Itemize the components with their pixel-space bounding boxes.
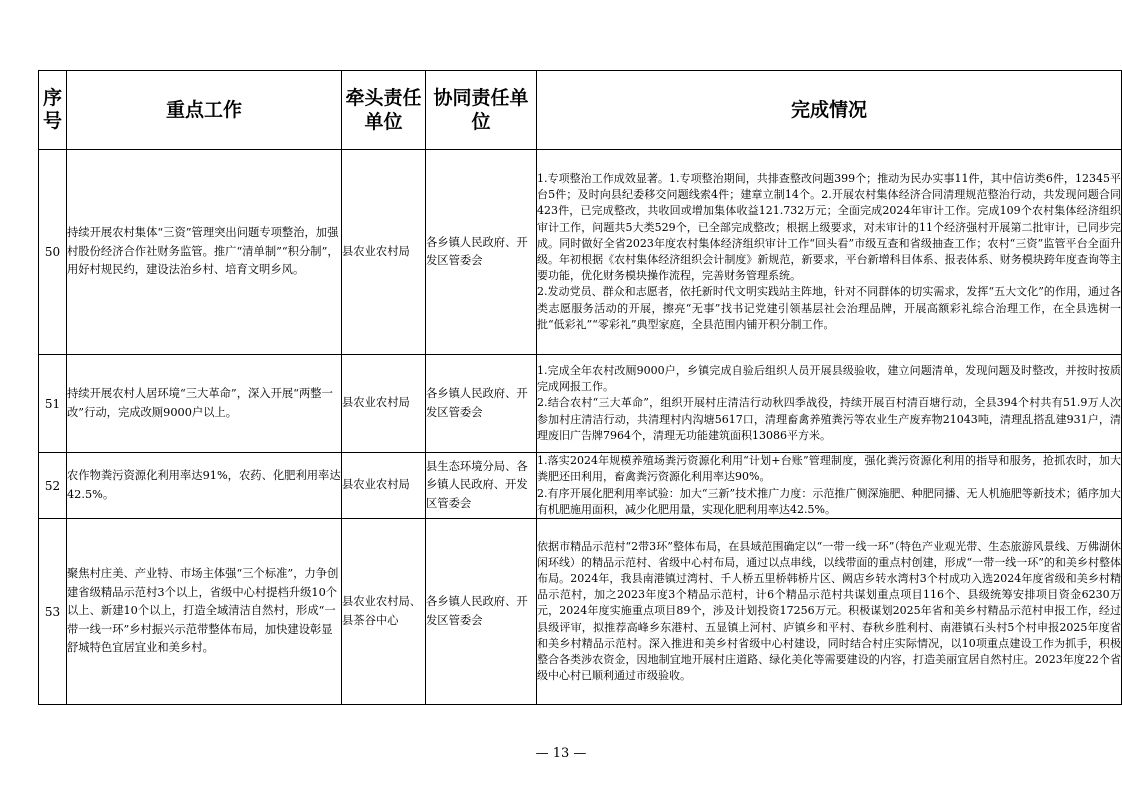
assist-unit-cell: 各乡镇人民政府、开发区管委会	[426, 355, 537, 453]
work-progress-table	[38, 70, 1122, 705]
page-number: — 13 —	[535, 746, 587, 761]
header-completion: 完成情况	[537, 71, 1122, 150]
key-work-cell: 农作物粪污资源化利用率达91%，农药、化肥利用率达42.5%。	[67, 453, 342, 519]
completion-paragraph: 依据市精品示范村“2带3环”整体布局，在县域范围确定以“一带一线一环”（特色产业观光带、生态旅游风景线、万佛湖休闲环线）的精品示范村、省级中心村布局，通过以点串线，以线带面的重点村创建，形成“一带一线一环”的和美乡村整体布局。2024年，我县南港镇过湾村、千人桥五里桥韩桥片区、阙店乡转水湾村3个村成功入选2024年度省级和美乡村精品示范村，加之2023年度3个精品示范村，计6个精品示范村共谋划重点项目116个、县级统筹安排项目资金6230万元，2024年度实施重点项目89个，涉及计划投资17256万元。积极谋划2025年省和美乡村精品示范村申报工作，经过县级评审，拟推荐高峰乡东港村、五显镇上河村、庐镇乡和平村、春秋乡胜利村、南港镇石头村5个村申报2025年度省和美乡村精品示范村。深入推进和美乡村省级中心村建设，同时结合村庄实际情况，以10项重点建设工作为抓手，积极整合各类涉农资金，因地制宜地开展村庄道路、绿化美化等需要建设的内容，打造美丽宜居自然村庄。2023年度22个省级中心村已顺利通过市级验收。	[537, 539, 1121, 683]
key-work-cell: 持续开展农村人居环境“三大革命”，深入开展“两整一改”行动，完成改厕9000户以上。	[67, 355, 342, 453]
row-number: 51	[39, 355, 67, 453]
key-work-cell: 持续开展农村集体“三资”管理突出问题专项整治，加强村股份经济合作社财务监管。推广“清单制”“积分制”，用好村规民约，建设法治乡村、培育文明乡风。	[67, 150, 342, 355]
table-row	[39, 150, 1122, 355]
table-row	[39, 355, 1122, 453]
table-header-row	[39, 71, 1122, 150]
header-lead-unit: 牵头责任单位	[342, 71, 426, 150]
lead-unit-cell: 县农业农村局、县茶谷中心	[342, 519, 426, 705]
key-work-cell: 聚焦村庄美、产业特、市场主体强“三个标准”，力争创建省级精品示范村3个以上，省级中心村提档升级10个以上、新建10个以上，打造全域清洁自然村，形成“一带一线一环”乡村振兴示范带整体布局，加快建设彰显舒城特色宜居宜业和美乡村。	[67, 519, 342, 705]
completion-paragraph: 2.结合农村“三大革命”，组织开展村庄清洁行动秋四季战役，持续开展百村清百塘行动，全县394个村共有51.9万人次参加村庄清洁行动，共清理村内沟塘5617口，清理畜禽养殖粪污等农业生产废弃物21043吨，清理乱搭乱建931户，清理废旧广告牌7964个，清理无功能建筑面积13086平方米。	[537, 396, 1121, 442]
completion-paragraph: 1.专项整治工作成效显著。1.专项整治期间，共排查整改问题399个；推动为民办实事11件，其中信访类6件，12345平台5件；及时向县纪委移交问题线索4件；建章立制14个。2.开展农村集体经济合同清理规范整治行动，共发现问题合同423件，已完成整改，共收回或增加集体收益121.732万元；全面完成2024年审计工作。完成109个农村集体经济组织审计工作，问题共5大类529个，已全部完成整改；根据上级要求，对未审计的11个经济强村开展第二批审计，已同步完成。同时做好全省2023年度农村集体经济组织审计工作“回头看”市级互查和省级抽查工作；农村“三资”监管平台全面升级。年初根据《农村集体经济组织会计制度》新规范，新要求，平台新增科目体系、报表体系、财务模块跨年度查询等主要功能，优化财务模块操作流程，完善财务管理系统。	[537, 171, 1121, 283]
lead-unit-cell: 县农业农村局	[342, 150, 426, 355]
completion-cell	[537, 355, 1122, 453]
row-number: 52	[39, 453, 67, 519]
completion-cell	[537, 150, 1122, 355]
header-seq: 序号	[39, 71, 67, 150]
row-number: 53	[39, 519, 67, 705]
table-row	[39, 519, 1122, 705]
row-number: 50	[39, 150, 67, 355]
completion-cell	[537, 519, 1122, 705]
header-work: 重点工作	[67, 71, 342, 150]
completion-paragraph: 1.完成全年农村改厕9000户，乡镇完成自验后组织人员开展县级验收，建立问题清单，发现问题及时整改，并按时按质完成网报工作。	[537, 363, 1121, 394]
lead-unit-cell: 县农业农村局	[342, 355, 426, 453]
header-assist-unit: 协同责任单位	[426, 71, 537, 150]
completion-paragraph: 1.落实2024年规模养殖场粪污资源化利用“计划+台账”管理制度，强化粪污资源化利用的指导和服务，抢抓农时，加大粪肥还田利用，畜禽粪污资源化利用率达90%。	[537, 454, 1121, 484]
completion-paragraph: 2.发动党员、群众和志愿者，依托新时代文明实践站主阵地，针对不同群体的切实需求，发挥“五大文化”的作用，通过各类志愿服务活动的开展，擦亮“无事”找书记党建引领基层社会治理品牌，开展高额彩礼综合治理工作，在全县选树一批“低彩礼”“零彩礼”典型家庭，全县范围内铺开积分制工作。	[537, 285, 1121, 331]
lead-unit-cell: 县农业农村局	[342, 453, 426, 519]
completion-paragraph: 2.有序开展化肥利用率试验：加大“三新”技术推广力度：示范推广侧深施肥、种肥同播、无人机施肥等新技术；循序加大有机肥施用面积，减少化肥用量，实现化肥利用率达42.5%。	[537, 486, 1121, 516]
assist-unit-cell: 各乡镇人民政府、开发区管委会	[426, 150, 537, 355]
assist-unit-cell: 县生态环境分局、各乡镇人民政府、开发区管委会	[426, 453, 537, 519]
completion-cell	[537, 453, 1122, 519]
table-row	[39, 453, 1122, 519]
assist-unit-cell: 各乡镇人民政府、开发区管委会	[426, 519, 537, 705]
